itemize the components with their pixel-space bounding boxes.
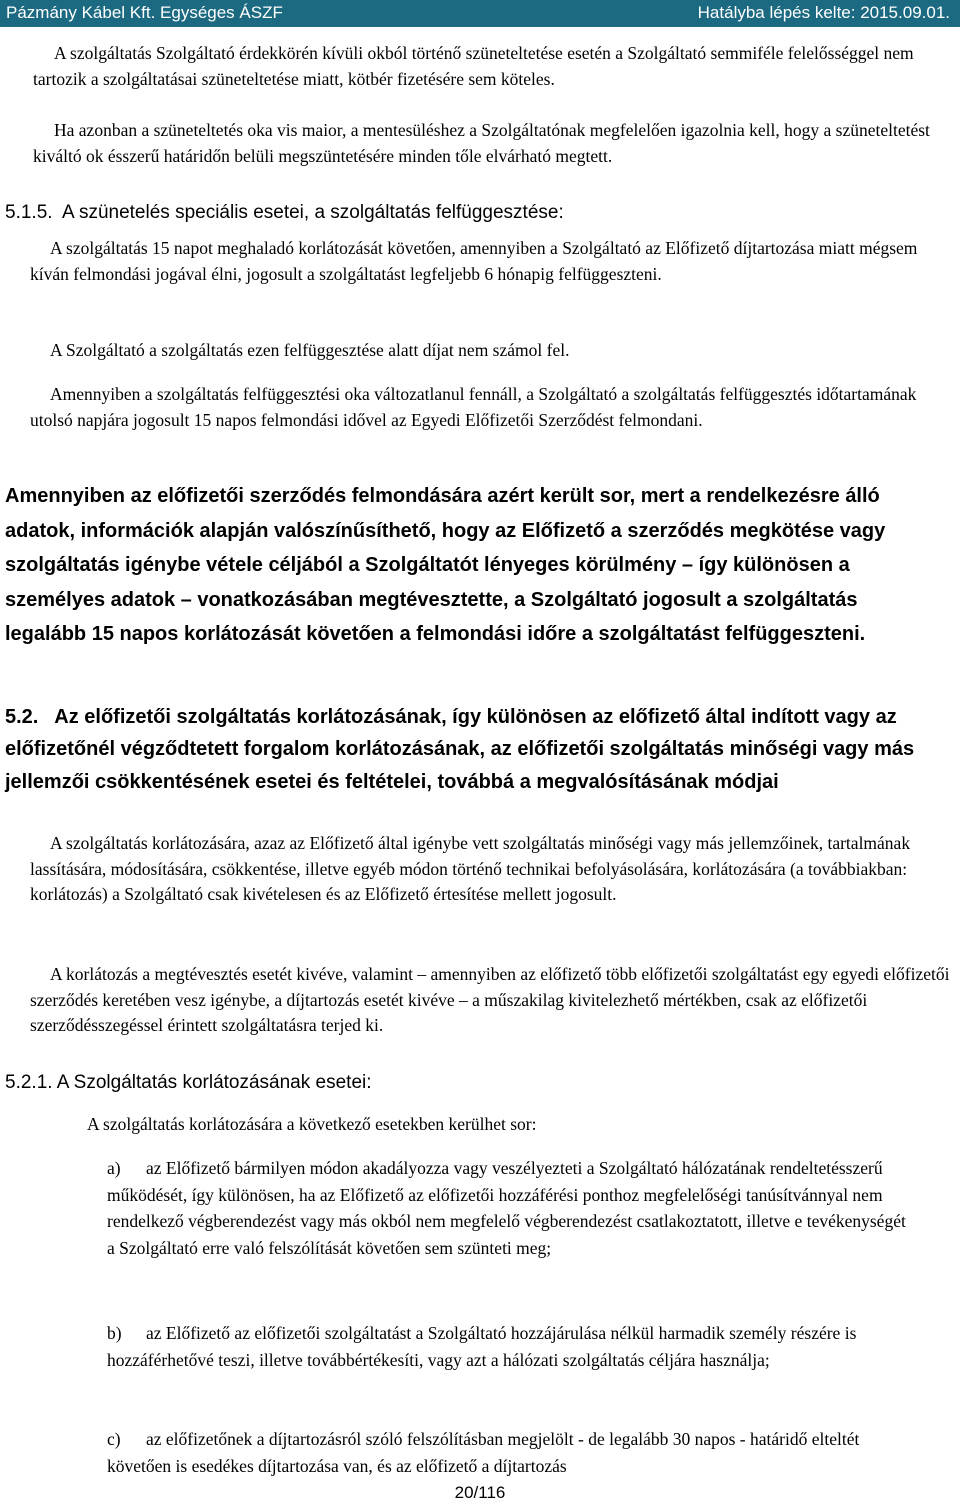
list-item-a (107, 1155, 908, 1261)
paragraph-restriction-definition: A szolgáltatás korlátozására, azaz az Előfizető által igénybe vett szolgáltatás minőségi vagy más jellemzőinek, tartalmának lassítására, módosítására, csökkentése, illetve egyéb módon történő technikai befolyásolására, korlátozására (a továbbiakban: korlátozás) a Szolgáltató csak kivételesen és az Előfizető értesítése mellett jogosult. (30, 833, 911, 904)
heading-5-2: 5.2. Az előfizetői szolgáltatás korlátozásának, így különösen az előfizető által indított vagy az előfizetőnél végződtetett forgalom korlátozásának, az előfizetői szolgáltatás minőségi vagy más jellemzői csökkentésének esetei és feltételei, továbbá a megvalósításának módjai (5, 706, 920, 793)
list-label: a) (107, 1158, 121, 1178)
heading-5-1-5: 5.1.5. A szünetelés speciális esetei, a szolgáltatás felfüggesztése: (5, 202, 564, 223)
list-text: az Előfizető az előfizetői szolgáltatást a Szolgáltató hozzájárulása nélkül harmadik személy részére is hozzáférhetővé teszi, illetve továbbértékesíti, vagy azt a hálózati szolgáltatás céljára használja; (107, 1323, 857, 1370)
heading-5-2-1: 5.2.1. A Szolgáltatás korlátozásának esetei: (5, 1072, 372, 1093)
paragraph-termination: Amennyiben a szolgáltatás felfüggesztési oka változatlanul fennáll, a Szolgáltató a szolgáltatás felfüggesztés időtartamának utolsó napjára jogosult 15 napos felmondási idővel az Egyedi Előfizetői Szerződést felmondani. (30, 384, 917, 430)
list-text: az előfizetőnek a díjtartozásról szóló felszólításban megjelölt - de legalább 30 napos - határidő elteltét követően is esedékes díjtartozása van, és az előfizető a díjtartozás (107, 1429, 860, 1476)
header-company: Pázmány Kábel Kft. Egységes ÁSZF (6, 3, 283, 22)
paragraph-liability: A szolgáltatás Szolgáltató érdekkörén kívüli okból történő szüneteltetése esetén a Szolgáltató semmiféle felelősséggel nem tartozik a szolgáltatásai szüneteltetése miatt, kötbér fizetésére sem köteles. (33, 43, 914, 89)
page-number: 20/116 (454, 1483, 506, 1502)
list-text: az Előfizető bármilyen módon akadályozza vagy veszélyezteti a Szolgáltató hálózatának rendeltetésszerű működését, így különösen, ha az Előfizető az előfizetői hozzáférési ponthoz megfelelőségi tanúsítvánnyal nem rendelkező végberendezést vagy más okból nem megfelelő végberendezést csatlakoztatott, illetve e tevékenységét a Szolgáltató erre való felszólítását követően sem szünteti meg; (107, 1158, 906, 1258)
list-item-c (107, 1426, 908, 1479)
list-label: c) (107, 1429, 121, 1449)
paragraph-deception-bold: Amennyiben az előfizetői szerződés felmondására azért került sor, mert a rendelkezésre álló adatok, információk alapján valószínűsíthető, hogy az Előfizető a szerződés megkötése vagy szolgáltatás igénybe vétele céljából a Szolgáltatót lényeges körülmény – így különösen a személyes adatok – vonatkozásában megtévesztette, a Szolgáltató jogosult a szolgáltatás legalább 15 napos korlátozását követően a felmondási időre a szolgáltatást felfüggeszteni. (5, 485, 886, 646)
paragraph-vis-maior: Ha azonban a szüneteltetés oka vis maior, a mentesüléshez a Szolgáltatónak megfelelően igazolnia kell, hogy a szüneteltetést kiváltó ok ésszerű határidőn belüli megszüntetésére minden tőle elvárható megtett. (33, 120, 930, 166)
paragraph-no-fee: A Szolgáltató a szolgáltatás ezen felfüggesztése alatt díjat nem számol fel. (50, 340, 570, 360)
page-header (0, 0, 960, 27)
paragraph-suspension: A szolgáltatás 15 napot meghaladó korlátozását követően, amennyiben a Szolgáltató az Előfizető díjtartozása miatt mégsem kíván felmondási jogával élni, jogosult a szolgáltatást legfeljebb 6 hónapig felfüggeszteni. (30, 238, 918, 284)
paragraph-cases-intro: A szolgáltatás korlátozására a következő esetekben kerülhet sor: (87, 1114, 537, 1134)
paragraph-restriction-scope: A korlátozás a megtévesztés esetét kivéve, valamint – amennyiben az előfizető több előfizetői szolgáltatást egy egyedi előfizetői szerződés keretében vesz igénybe, a díjtartozás esetét kivéve – a műszakilag kivitelezhető mértékben, csak az előfizetői szerződésszegéssel érintett szolgáltatásra terjed ki. (30, 964, 950, 1035)
header-effective-date: Hatályba lépés kelte: 2015.09.01. (697, 3, 950, 22)
list-label: b) (107, 1323, 122, 1343)
list-item-b (107, 1320, 908, 1373)
